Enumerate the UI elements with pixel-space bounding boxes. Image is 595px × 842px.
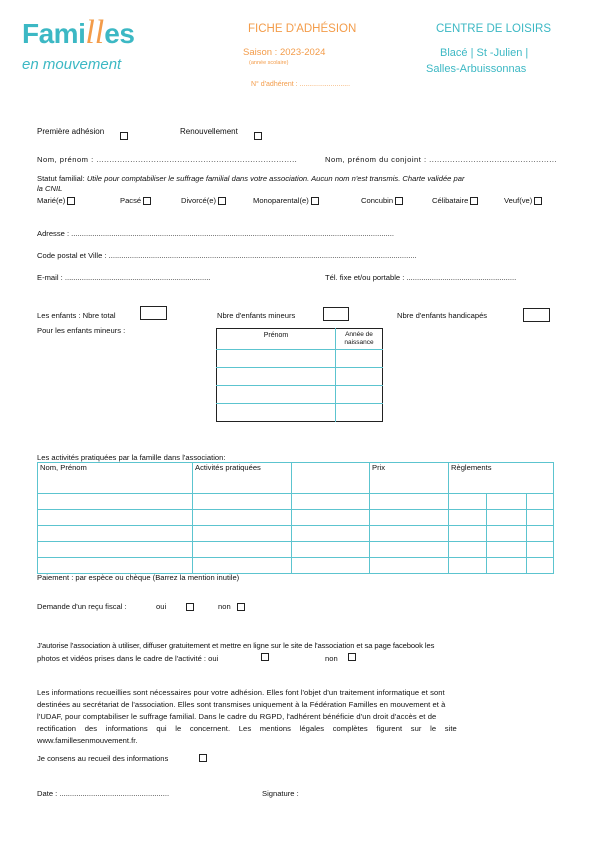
activities-header-text: Activités pratiquées xyxy=(195,463,261,472)
table-cell[interactable] xyxy=(527,526,554,542)
children-table-header-text: Année de xyxy=(345,331,373,338)
table-cell[interactable] xyxy=(38,542,193,558)
logo xyxy=(22,14,134,52)
activities-header-activity xyxy=(193,463,292,494)
centre-line-1: Blacé | St -Julien | xyxy=(440,47,529,59)
for-minors-label: Pour les enfants mineurs : xyxy=(37,326,126,335)
table-cell[interactable] xyxy=(449,494,487,510)
status-option-label: Marié(e) xyxy=(37,196,66,205)
date-field[interactable]: Date : .................................................... xyxy=(37,789,170,798)
activities-header-text: Règlements xyxy=(451,463,492,472)
table-cell[interactable] xyxy=(336,368,383,386)
first-membership-label: Première adhésion xyxy=(37,127,105,136)
status-option-single-parent[interactable] xyxy=(253,196,319,205)
season: Saison : 2023-2024 xyxy=(243,47,326,58)
table-cell[interactable] xyxy=(527,510,554,526)
children-total-input[interactable] xyxy=(140,306,167,320)
table-cell[interactable] xyxy=(487,542,527,558)
member-number: N° d'adhérent : .......................... xyxy=(251,81,351,88)
table-cell[interactable] xyxy=(217,386,336,404)
activities-header-text: Nom, Prénom xyxy=(40,463,87,472)
table-cell[interactable] xyxy=(193,494,292,510)
activities-header-payments xyxy=(449,463,554,494)
season-note: (année scolaire) xyxy=(249,60,289,66)
status-checkbox[interactable] xyxy=(218,197,226,205)
family-status xyxy=(37,174,465,183)
table-cell[interactable] xyxy=(449,542,487,558)
postal-code-city-field[interactable]: Code postal et Ville : .................................................................................................................................................. xyxy=(37,251,417,260)
table-cell[interactable] xyxy=(336,386,383,404)
first-membership-checkbox[interactable] xyxy=(120,132,128,140)
renewal-label: Renouvellement xyxy=(180,127,238,136)
address-field[interactable]: Adresse : ......................................................................................................................................................... xyxy=(37,229,394,238)
table-cell[interactable] xyxy=(193,510,292,526)
family-status-note-2: la CNIL xyxy=(37,184,63,193)
table-cell[interactable] xyxy=(487,494,527,510)
consent-checkbox[interactable] xyxy=(199,754,207,762)
activities-header-price xyxy=(370,463,449,494)
table-cell[interactable] xyxy=(292,494,370,510)
status-checkbox[interactable] xyxy=(470,197,478,205)
status-option-label: Concubin xyxy=(361,196,394,205)
name-field[interactable]: Nom, prénom : ............................................................................. xyxy=(37,155,298,164)
authorization-no-checkbox[interactable] xyxy=(348,653,356,661)
activities-header-name xyxy=(38,463,193,494)
table-cell[interactable] xyxy=(38,558,193,574)
children-table-header-text: Prénom xyxy=(263,332,289,339)
logo-text-1: Fami xyxy=(22,18,86,49)
receipt-no-checkbox[interactable] xyxy=(237,603,245,611)
status-option-widowed[interactable] xyxy=(504,196,542,205)
phone-field[interactable]: Tél. fixe et/ou portable : .................................................... xyxy=(325,273,517,282)
table-cell[interactable] xyxy=(292,542,370,558)
table-cell[interactable] xyxy=(487,558,527,574)
authorization-line-2: photos et vidéos prises dans le cadre de l'activité : oui xyxy=(37,654,219,663)
status-option-single[interactable] xyxy=(432,196,478,205)
status-checkbox[interactable] xyxy=(311,197,319,205)
status-checkbox[interactable] xyxy=(67,197,75,205)
family-status-note: Utile pour comptabiliser le suffrage familial dans votre association. Aucun nom n'est transmis. Charte validée par xyxy=(86,174,465,183)
table-cell[interactable] xyxy=(370,494,449,510)
table-cell[interactable] xyxy=(449,558,487,574)
authorization-no-label: non xyxy=(325,654,338,663)
table-cell[interactable] xyxy=(336,350,383,368)
status-option-pacs[interactable] xyxy=(120,196,151,205)
table-cell[interactable] xyxy=(370,558,449,574)
table-cell[interactable] xyxy=(292,558,370,574)
table-cell[interactable] xyxy=(292,526,370,542)
table-cell[interactable] xyxy=(193,558,292,574)
legal-line: destinées au secrétariat de l'association. Elles sont transmises uniquement à la Fédération Familles en mouvement et à xyxy=(37,700,446,709)
family-status-label: Statut familial: xyxy=(37,174,85,183)
receipt-yes-label: oui xyxy=(156,602,167,611)
table-cell[interactable] xyxy=(527,494,554,510)
table-cell[interactable] xyxy=(38,526,193,542)
receipt-no-label: non xyxy=(218,602,231,611)
table-cell[interactable] xyxy=(370,510,449,526)
renewal-checkbox[interactable] xyxy=(254,132,262,140)
children-table-header-text: naissance xyxy=(344,339,374,346)
activities-header-text: Prix xyxy=(372,463,386,472)
receipt-label: Demande d'un reçu fiscal : xyxy=(37,602,127,611)
status-option-label: Pacsé xyxy=(120,196,142,205)
legal-line: www.famillesenmouvement.fr. xyxy=(37,736,138,745)
legal-line: l'UDAF, pour comptabiliser le suffrage familial. Dans le cadre du RGPD, l'adhérent bénéficie d'un droit d'accès et de xyxy=(37,712,437,721)
logo-text-2: ll xyxy=(85,14,105,51)
status-option-label: Veuf(ve) xyxy=(504,196,533,205)
activities-title: Les activités pratiquées par la famille dans l'association: xyxy=(37,453,226,462)
status-checkbox[interactable] xyxy=(534,197,542,205)
table-cell[interactable] xyxy=(38,494,193,510)
table-cell[interactable] xyxy=(38,510,193,526)
table-cell[interactable] xyxy=(370,542,449,558)
children-minors-input[interactable] xyxy=(323,307,349,321)
table-cell[interactable] xyxy=(292,510,370,526)
table-cell[interactable] xyxy=(217,350,336,368)
status-checkbox[interactable] xyxy=(143,197,151,205)
legal-line: rectification des informations qui le concernent. Les mentions légales complètes figurent sur le site xyxy=(37,724,457,733)
table-cell[interactable] xyxy=(527,542,554,558)
status-option-divorced[interactable] xyxy=(181,196,226,205)
payment-text: Paiement : par espèce ou chèque (Barrez la mention inutile) xyxy=(37,573,240,582)
table-cell[interactable] xyxy=(487,510,527,526)
table-cell[interactable] xyxy=(449,510,487,526)
table-cell[interactable] xyxy=(217,368,336,386)
signature-label: Signature : xyxy=(262,789,299,798)
children-minors-label: Nbre d'enfants mineurs xyxy=(217,311,296,320)
form-title: FICHE D'ADHÉSION xyxy=(248,23,357,35)
status-option-married[interactable] xyxy=(37,196,75,205)
activities-header-empty xyxy=(292,463,370,494)
status-option-label: Célibataire xyxy=(432,196,469,205)
table-cell[interactable] xyxy=(217,404,336,422)
table-cell[interactable] xyxy=(193,526,292,542)
children-total-label: Les enfants : Nbre total xyxy=(37,311,116,320)
logo-text-3: es xyxy=(104,18,135,49)
children-table-header-firstname xyxy=(217,329,336,350)
table-cell[interactable] xyxy=(487,526,527,542)
status-option-label: Divorcé(e) xyxy=(181,196,217,205)
children-table xyxy=(216,328,383,422)
status-option-cohabiting[interactable] xyxy=(361,196,403,205)
authorization-yes-checkbox[interactable] xyxy=(261,653,269,661)
table-cell[interactable] xyxy=(370,526,449,542)
receipt-yes-checkbox[interactable] xyxy=(186,603,194,611)
activities-table xyxy=(37,462,554,574)
centre-title: CENTRE DE LOISIRS xyxy=(436,23,552,35)
status-checkbox[interactable] xyxy=(395,197,403,205)
status-option-label: Monoparental(e) xyxy=(253,196,309,205)
centre-line-2: Salles-Arbuissonnas xyxy=(426,63,527,75)
table-cell[interactable] xyxy=(449,526,487,542)
authorization-line-1: J'autorise l'association à utiliser, diffuser gratuitement et mettre en ligne sur le site de l'association et sa page facebook les xyxy=(37,641,435,650)
consent-label: Je consens au recueil des informations xyxy=(37,754,169,763)
children-handicap-input[interactable] xyxy=(523,308,550,322)
table-cell[interactable] xyxy=(193,542,292,558)
table-cell[interactable] xyxy=(527,558,554,574)
children-table-header-birthyear xyxy=(336,329,383,350)
legal-line: Les informations recueillies sont nécessaires pour votre adhésion. Elles font l'objet d'un traitement informatique et sont xyxy=(37,688,445,697)
email-field[interactable]: E-mail : ..................................................................... xyxy=(37,273,211,282)
logo-subtitle: en mouvement xyxy=(22,56,122,73)
table-cell[interactable] xyxy=(336,404,383,422)
spouse-name-field[interactable]: Nom, prénom du conjoint : ................................................. xyxy=(325,155,558,164)
children-handicap-label: Nbre d'enfants handicapés xyxy=(397,311,488,320)
